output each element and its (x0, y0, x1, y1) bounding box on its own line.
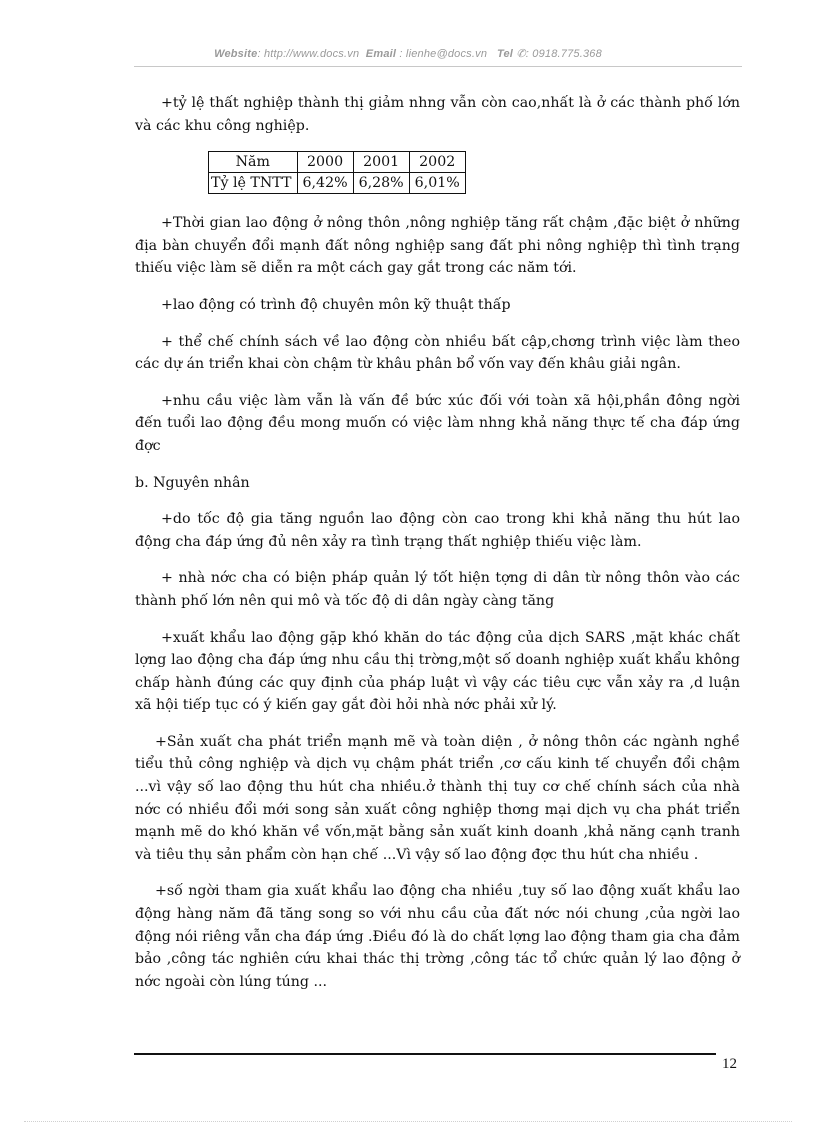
table-value-2001: 6,28% (353, 173, 409, 194)
table-header-row (209, 152, 466, 173)
paragraph-cause-state-management: + nhà nớc cha có biện pháp quản lý tốt hiện tợng di dân từ nông thôn vào các thành phố lớn nên qui mô và tốc độ di dân ngày càng tăng (135, 570, 740, 609)
email-value: : lienhe@docs.vn (396, 48, 488, 60)
footer-rule (134, 1053, 716, 1055)
table-value-2002: 6,01% (409, 173, 465, 194)
paragraph-low-skill: +lao động có trình độ chuyên môn kỹ thuật thấp (161, 296, 511, 313)
website-value: : http://www.docs.vn (257, 48, 360, 60)
email-label: Email (365, 48, 397, 60)
table-year-2000: 2000 (297, 152, 353, 173)
page-bottom-divider (24, 1121, 792, 1122)
paragraph-cause-labor-export: +xuất khẩu lao động gặp khó khăn do tác động của dịch SARS ,mặt khác chất lợng lao động cha đáp ứng nhu cầu thị trờng,một số doanh nghiệp xuất khẩu không chấp hành đúng các quy định của pháp luật vì vậy các tiêu cực vẫn xảy ra ,d luận xã hội tiếp tục có ý kiến gay gắt đòi hỏi nhà nớc phải xử lý. (135, 629, 740, 714)
table-year-2002: 2002 (409, 152, 465, 173)
unemployment-rate-table (208, 151, 466, 194)
paragraph-cause-production: +Sản xuất cha phát triển mạnh mẽ và toàn diện , ở nông thôn các ngành nghề tiểu thủ công nghiệp và dịch vụ chậm phát triển ,cơ cấu kinh tế chuyển đổi chậm ...vì vậy số lao động thu hút cha nhiều.ở thành thị tuy cơ chế chính sách của nhà nớc có nhiều đổi mới song sản xuất công nghiệp thơng mại dịch vụ cha phát triển mạnh mẽ do khó khăn về vốn,mặt bằng sản xuất kinh doanh ,khả năng cạnh tranh và tiêu thụ sản phẩm còn hạn chế ...Vì vậy số lao động đợc thu hút cha nhiều . (135, 733, 740, 863)
paragraph-unemployment-rate: +tỷ lệ thất nghiệp thành thị giảm nhng vẫn còn cao,nhất là ở các thành phố lớn và các khu công nghiệp. (135, 95, 740, 134)
tel-label: Tel (496, 48, 514, 60)
paragraph-cause-export-participants: +số ngời tham gia xuất khẩu lao động cha nhiều ,tuy số lao động xuất khẩu lao động hàng năm đã tăng song so với nhu cầu của đất nớc nói chung ,của ngời lao động nói riêng vẫn cha đáp ứng .Điều đó là do chất lợng lao động tham gia cha đảm bảo ,công tác nghiên cứu khai thác thị trờng ,công tác tổ chức quản lý lao động ở nớc ngoài còn lúng túng ... (135, 883, 740, 990)
paragraph-working-time: +Thời gian lao động ở nông thôn ,nông nghiệp tăng rất chậm ,đặc biệt ở những địa bàn chuyển đổi mạnh đất nông nghiệp sang đất phi nông nghiệp thì tình trạng thiếu việc làm sẽ diễn ra một cách gay gắt trong các năm tới. (135, 215, 740, 277)
document-body (135, 92, 740, 1007)
unemployment-table-wrapper (208, 151, 740, 194)
page-header (0, 47, 816, 60)
table-year-2001: 2001 (353, 152, 409, 173)
table-row-label: Tỷ lệ TNTT (209, 173, 298, 194)
section-heading-causes: b. Nguyên nhân (135, 474, 250, 491)
table-row (209, 173, 466, 194)
website-label: Website (214, 48, 258, 60)
tel-value: : 0918.775.368 (525, 48, 602, 60)
table-header-label: Năm (209, 152, 298, 173)
paragraph-job-demand: +nhu cầu việc làm vẫn là vấn đề bức xúc đối với toàn xã hội,phần đông ngời đến tuổi lao động đều mong muốn có việc làm nhng khả năng thực tế cha đáp ứng đợc (135, 392, 740, 454)
page-number: 12 (722, 1056, 737, 1072)
phone-icon: ✆ (516, 48, 526, 60)
paragraph-policy: + thể chế chính sách về lao động còn nhiều bất cập,chơng trình việc làm theo các dự án triển khai còn chậm từ khâu phân bổ vốn vay đến khâu giải ngân. (135, 333, 740, 373)
header-rule (134, 66, 742, 67)
paragraph-cause-labor-growth: +do tốc độ gia tăng nguồn lao động còn cao trong khi khả năng thu hút lao động cha đáp ứng đủ nên xảy ra tình trạng thất nghiệp thiếu việc làm. (135, 511, 740, 550)
table-value-2000: 6,42% (297, 173, 353, 194)
